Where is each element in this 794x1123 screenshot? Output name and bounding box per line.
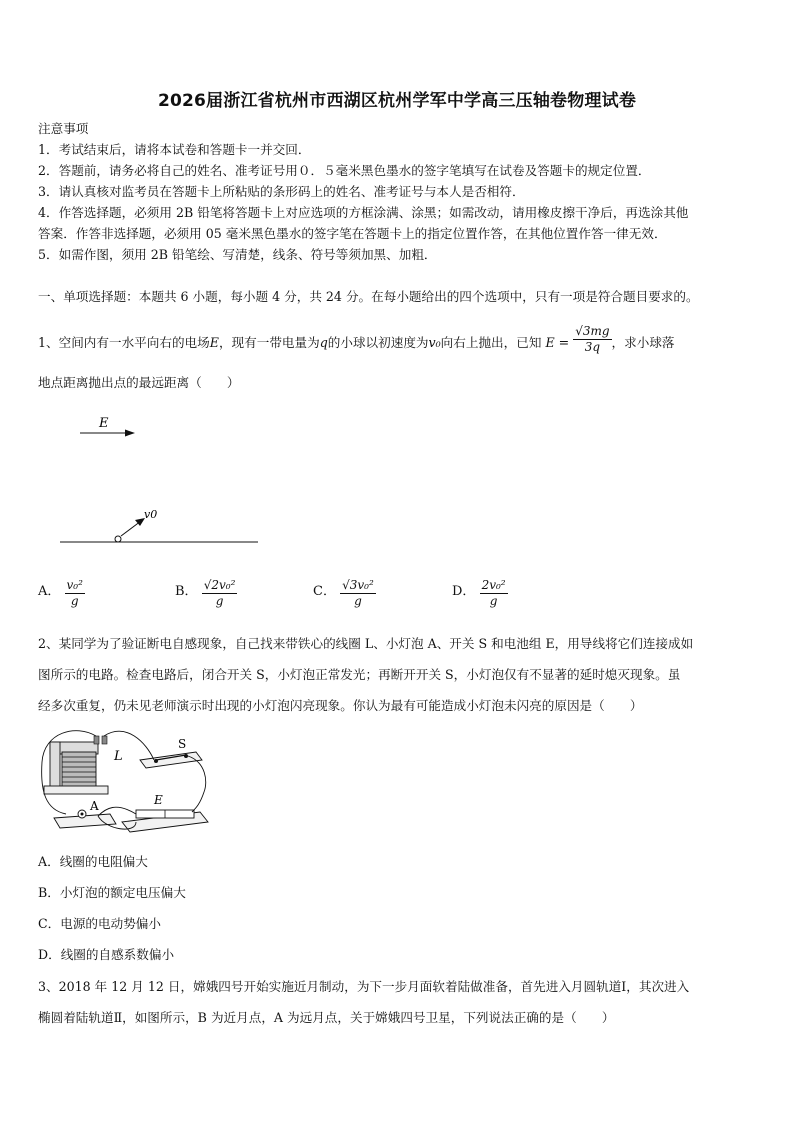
option-fraction — [340, 578, 376, 609]
q3-stem-line: 3、2018 年 12 月 12 日，嫦娥四号开始实施近月制动，为下一步月面软着陆做准备，首先进入月圆轨道Ⅰ，其次进入 — [38, 979, 690, 994]
q3-stem-line: 椭圆着陆轨道Ⅱ，如图所示，B 为近月点，A 为远月点，关于嫦娥四号卫星，下列说法正确的是（ ） — [38, 1010, 615, 1025]
iron-core-left — [50, 742, 60, 788]
q1-text: 向右上抛出，已知 — [440, 335, 542, 350]
notice-item: 4．作答选择题，必须用 2B 铅笔将答题卡上对应选项的方框涂满、涂黑；如需改动，请用橡皮擦干净后，再选涂其他 — [38, 205, 689, 220]
lamp-filament — [81, 813, 84, 816]
q2-option-c: C．电源的电动势偏小 — [38, 916, 161, 931]
coil-label: L — [114, 749, 123, 764]
section-heading: 一、单项选择题：本题共 6 小题，每小题 4 分，共 24 分。在每小题给出的四个选项中，只有一项是符合题目要求的。 — [38, 289, 699, 304]
notice-item: 2．答题前，请务必将自己的姓名、准考证号用０．５毫米黑色墨水的签字笔填写在试卷及答题卡的规定位置． — [38, 163, 651, 178]
fraction-denominator: g — [70, 594, 79, 608]
q1-symbol-q: q — [319, 335, 328, 350]
lamp-label: A — [90, 799, 99, 813]
notice-item: 答案．作答非选择题，必须用 05 毫米黑色墨水的签字笔在答题卡上的指定位置作答，在其他位置作答一律无效． — [38, 226, 667, 241]
battery-label: E — [154, 793, 163, 807]
q1-formula-lhs: E = — [545, 335, 570, 350]
fraction-denominator: g — [489, 594, 498, 608]
field-arrow-head — [125, 430, 135, 437]
notice-heading: 注意事项 — [38, 121, 89, 136]
coil-terminal — [94, 736, 99, 744]
q1-text: 1、空间内有一水平向右的电场 — [38, 335, 210, 350]
q2-option-a: A．线圈的电阻偏大 — [38, 854, 148, 869]
q2-stem-line: 经多次重复，仍未见老师演示时出现的小灯泡闪亮现象。你认为最有可能造成小灯泡未闪亮的原因是（ ） — [38, 698, 643, 713]
q1-stem — [38, 324, 675, 359]
switch-label: S — [178, 737, 187, 751]
option-label: D． — [452, 584, 476, 599]
q1-symbol-E: E — [209, 335, 219, 350]
exam-title: 2026届浙江省杭州市西湖区杭州学军中学高三压轴卷物理试卷 — [157, 91, 637, 111]
coil-base — [44, 786, 108, 794]
coil-terminal — [102, 736, 107, 744]
field-label: E — [99, 416, 109, 431]
ball — [115, 536, 121, 542]
velocity-label: v0 — [144, 508, 158, 521]
fraction-denominator: g — [215, 594, 224, 608]
q2-option-b: B．小灯泡的额定电压偏大 — [38, 885, 186, 900]
fraction-numerator: v₀² — [66, 578, 83, 592]
option-label: A． — [38, 584, 61, 599]
notice-item: 3．请认真核对监考员在答题卡上所粘贴的条形码上的姓名、准考证号与本人是否相符． — [38, 184, 525, 199]
q2-stem-line: 2、某同学为了验证断电自感现象，自己找来带铁心的线圈 L、小灯泡 A、开关 S 和电池组 E，用导线将它们连接成如 — [38, 636, 694, 651]
switch-contact — [184, 754, 188, 758]
fraction-numerator: √2v₀² — [203, 578, 236, 592]
notice-item: 1．考试结束后，请将本试卷和答题卡一并交回． — [38, 142, 311, 157]
q2-option-d: D．线圈的自感系数偏小 — [38, 947, 175, 962]
fraction-denominator: 3q — [584, 340, 601, 354]
option-label: B． — [175, 584, 198, 599]
switch-contact — [154, 759, 158, 763]
option-fraction — [202, 578, 238, 609]
q1-stem-line2: 地点距离抛出点的最远距离（ ） — [38, 375, 240, 390]
q2-stem-line: 图所示的电路。检查电路后，闭合开关 S，小灯泡正常发光；再断开开关 S，小灯泡仅有不显著的延时熄灭现象。虽 — [38, 667, 681, 682]
fraction-numerator: 2v₀² — [481, 578, 506, 592]
q2-circuit-figure — [36, 722, 216, 840]
option-fraction — [65, 578, 85, 609]
coil-body — [62, 752, 96, 788]
switch-base — [140, 752, 202, 768]
q1-option-b — [175, 578, 237, 609]
q1-text: ，现有一带电量为 — [218, 335, 320, 350]
fraction-denominator: g — [354, 594, 362, 608]
fraction-numerator: √3mg — [575, 324, 610, 338]
q1-symbol-v0: v₀ — [428, 335, 441, 350]
q1-text: ，求小球落 — [611, 335, 675, 350]
notice-item: 5．如需作图，须用 2B 铅笔绘、写清楚，线条、符号等须加黑、加粗． — [38, 247, 437, 262]
q1-option-c — [313, 578, 376, 609]
q1-formula-fraction — [573, 324, 611, 355]
q1-figure — [55, 410, 275, 550]
q1-option-a — [38, 578, 85, 609]
q1-option-d — [452, 578, 508, 609]
option-label: C． — [313, 584, 336, 599]
fraction-numerator: √3v₀² — [342, 578, 374, 592]
option-fraction — [480, 578, 508, 609]
q1-text: 的小球以初速度为 — [327, 335, 429, 350]
